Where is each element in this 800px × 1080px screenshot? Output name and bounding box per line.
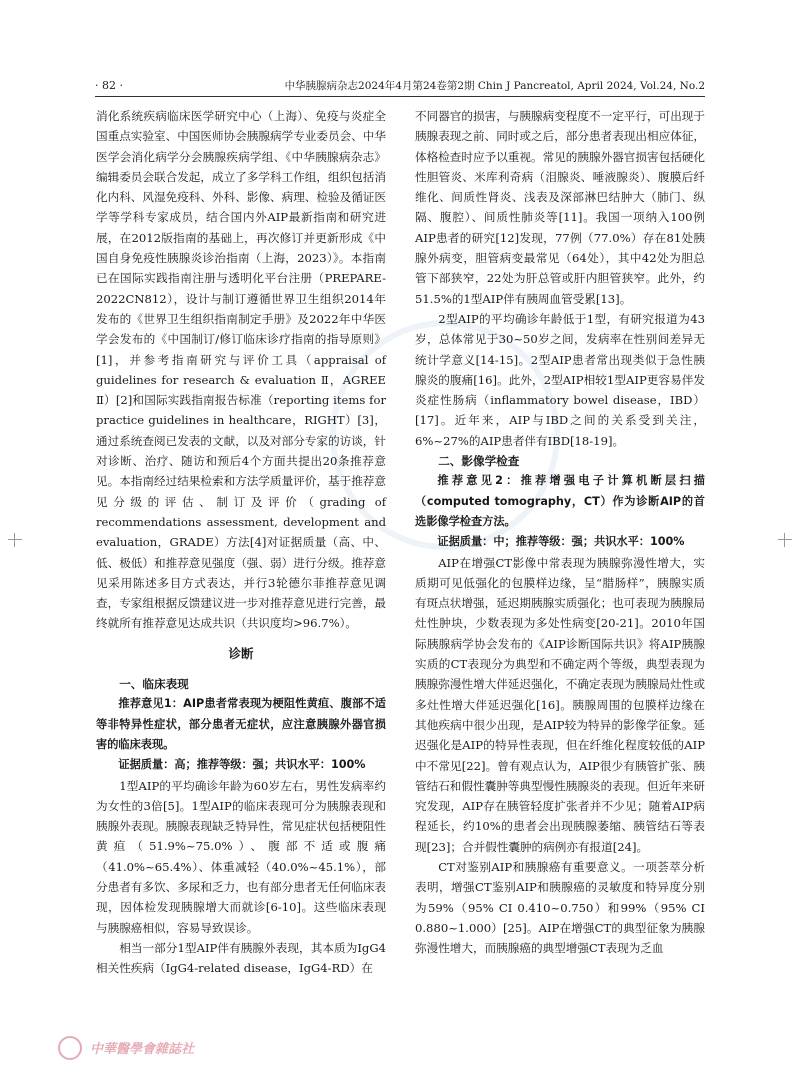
body-paragraph: 2型AIP的平均确诊年龄低于1型，有研究报道为43岁，总体常见于30~50岁之间，发病率在性别间差异无统计学意义[14-15]。2型AIP患者常出现类似于急性胰腺炎的腹痛[16]。此外，2型AIP相较1型AIP更容易伴发炎症性肠病（inflammatory bowel disease，IBD）[17]。近年来，AIP与IBD之间的关系受到关注，6%~27%的AIP患者伴有IBD[18-19]。 <box>415 311 705 448</box>
registration-mark-icon <box>778 533 792 547</box>
recommendation-1: 推荐意见1：AIP患者常表现为梗阻性黄疸、腹部不适等非特异性症状，部分患者无症状，应注意胰腺外器官损害的临床表现。 <box>96 697 386 751</box>
cma-seal-icon <box>58 1036 82 1060</box>
body-paragraph: 不同器官的损害，与胰腺病变程度不一定平行，可出现于胰腺表现之前、同时或之后，部分患者表现出相应体征，体格检查时应予以重视。常见的胰腺外器官损害包括硬化性胆管炎、米库利奇病（泪腺炎、唾液腺炎）、腹膜后纤维化、间质性肾炎、浅表及深部淋巴结肿大（肺门、纵隔、腹腔）、间质性肺炎等[11]。我国一项纳入100例AIP患者的研究[12]发现，77例（77.0%）存在81处胰腺外病变，胆管病变最常见（64处），其中42处为胆总管下部狭窄，22处为肝总管或肝内胆管狭窄。此外，约51.5%的1型AIP伴有胰周血管受累[13]。 <box>415 109 705 306</box>
recommendation-2: 推荐意见2：推荐增强电子计算机断层扫描（computed tomography，CT）作为诊断AIP的首选影像学检查方法。 <box>415 474 705 528</box>
body-paragraph: 相当一部分1型AIP伴有胰腺外表现，其本质为IgG4相关性疾病（IgG4-related disease，IgG4-RD）在 <box>96 940 386 976</box>
registration-mark-icon <box>8 533 22 547</box>
page-number: · 82 · <box>95 79 123 92</box>
publisher-name: 中華醫學會雜誌社 <box>90 1042 195 1057</box>
body-paragraph: CT对鉴别AIP和胰腺癌有重要意义。一项荟萃分析表明，增强CT鉴别AIP和胰腺癌的灵敏度和特异度分别为59%（95% CI 0.410~0.750）和99%（95% CI 0.880~1.000）[25]。AIP在增强CT的典型征象为胰腺弥漫性增大，而胰腺癌的典型增强CT表现为乏血 <box>415 859 705 956</box>
evidence-grade-2: 证据质量：中；推荐等级：强；共识水平：100% <box>437 535 685 549</box>
subsection-heading-imaging: 二、影像学检查 <box>438 454 520 469</box>
right-column <box>415 106 705 958</box>
running-header <box>95 78 705 97</box>
evidence-grade-1: 证据质量：高；推荐等级：强；共识水平：100% <box>118 758 366 772</box>
body-paragraph: 1型AIP的平均确诊年龄为60岁左右，男性发病率约为女性的3倍[5]。1型AIP的临床表现可分为胰腺表现和胰腺外表现。胰腺表现缺乏特异性，常见症状包括梗阻性黄疸（51.9%~75.0%）、腹部不适或腹痛（41.0%~65.4%）、体重减轻（40.0%~45.1%），部分患者有多饮、多尿和乏力，也有部分患者无任何临床表现，因体检发现胰腺增大而就诊[6-10]。这些临床表现与胰腺癌相似，容易导致误诊。 <box>96 778 386 935</box>
subsection-heading-clinical: 一、临床表现 <box>119 677 189 692</box>
journal-info: 中华胰腺病杂志2024年4月第24卷第2期 Chin J Pancreatol, April 2024, Vol.24, No.2 <box>284 80 705 92</box>
publisher-logo <box>58 1036 358 1062</box>
section-heading-diagnosis: 诊断 <box>228 645 254 661</box>
body-paragraph: AIP在增强CT影像中常表现为胰腺弥漫性增大，实质期可见低强化的包膜样边缘，呈“腊肠样”，胰腺实质有斑点状增强，延迟期胰腺实质强化；也可表现为胰腺局灶性肿块，少数表现为多处性病变[20-21]。2010年国际胰腺病学协会发布的《AIP诊断国际共识》将AIP胰腺实质的CT表现分为典型和不确定两个等级，典型表现为胰腺弥漫性增大伴延迟强化，不确定表现为胰腺局灶性或多灶性增大伴延迟强化[16]。胰腺周围的包膜样边缘在其他疾病中很少出现，是AIP较为特异的影像学征象。延迟强化是AIP的特异性表现，但在纤维化程度较低的AIP中不常见[22]。曾有观点认为，AIP很少有胰管扩张、胰管结石和假性囊肿等典型慢性胰腺炎的表现。但近年来研究发现，AIP存在胰管轻度扩张者并不少见；随着AIP病程延长，约10%的患者会出现胰腺萎缩、胰管结石等表现[23]；合并假性囊肿的病例亦有报道[24]。 <box>415 555 705 854</box>
left-column <box>96 106 386 978</box>
intro-paragraph-continued: 消化系统疾病临床医学研究中心（上海）、免疫与炎症全国重点实验室、中国医师协会胰腺病学专业委员会、中华医学会消化病学分会胰腺疾病学组、《中华胰腺病杂志》编辑委员会联合发起，成立了多学科工作组，组织包括消化内科、风湿免疫科、外科、影像、病理、检验及循证医学等学科专家成员，结合国内外AIP最新指南和研究进展，在2012版指南的基础上，再次修订并更新形成《中国自身免疫性胰腺炎诊治指南（上海，2023）》。本指南已在国际实践指南注册与透明化平台注册（PREPARE-2022CN812），设计与制订遵循世界卫生组织2014年发布的《世界卫生组织指南制定手册》及2022年中华医学会发布的《中国制订/修订临床诊疗指南的指导原则》[1]，并参考指南研究与评价工具（appraisal of guidelines for research & evaluation Ⅱ，AGREE Ⅱ）[2]和国际实践指南报告标准（reporting items for practice guidelines in healthcare，RIGHT）[3]，通过系统查阅已发表的文献，以及对部分专家的访谈，针对诊断、治疗、随访和预后4个方面共提出20条推荐意见。本指南经过结果检索和方法学质量评价，基于推荐意见分级的评估、制订及评价（grading of recommendations assessment, development and evaluation，GRADE）方法[4]对证据质量（高、中、低、极低）和推荐意见强度（强、弱）进行分级。推荐意见采用陈述多目方式表达，并行3轮德尔菲推荐意见调查，专家组根据反馈建议进一步对推荐意见进行完善，最终就所有推荐意见达成共识（共识度均>96.7%）。 <box>96 109 386 631</box>
